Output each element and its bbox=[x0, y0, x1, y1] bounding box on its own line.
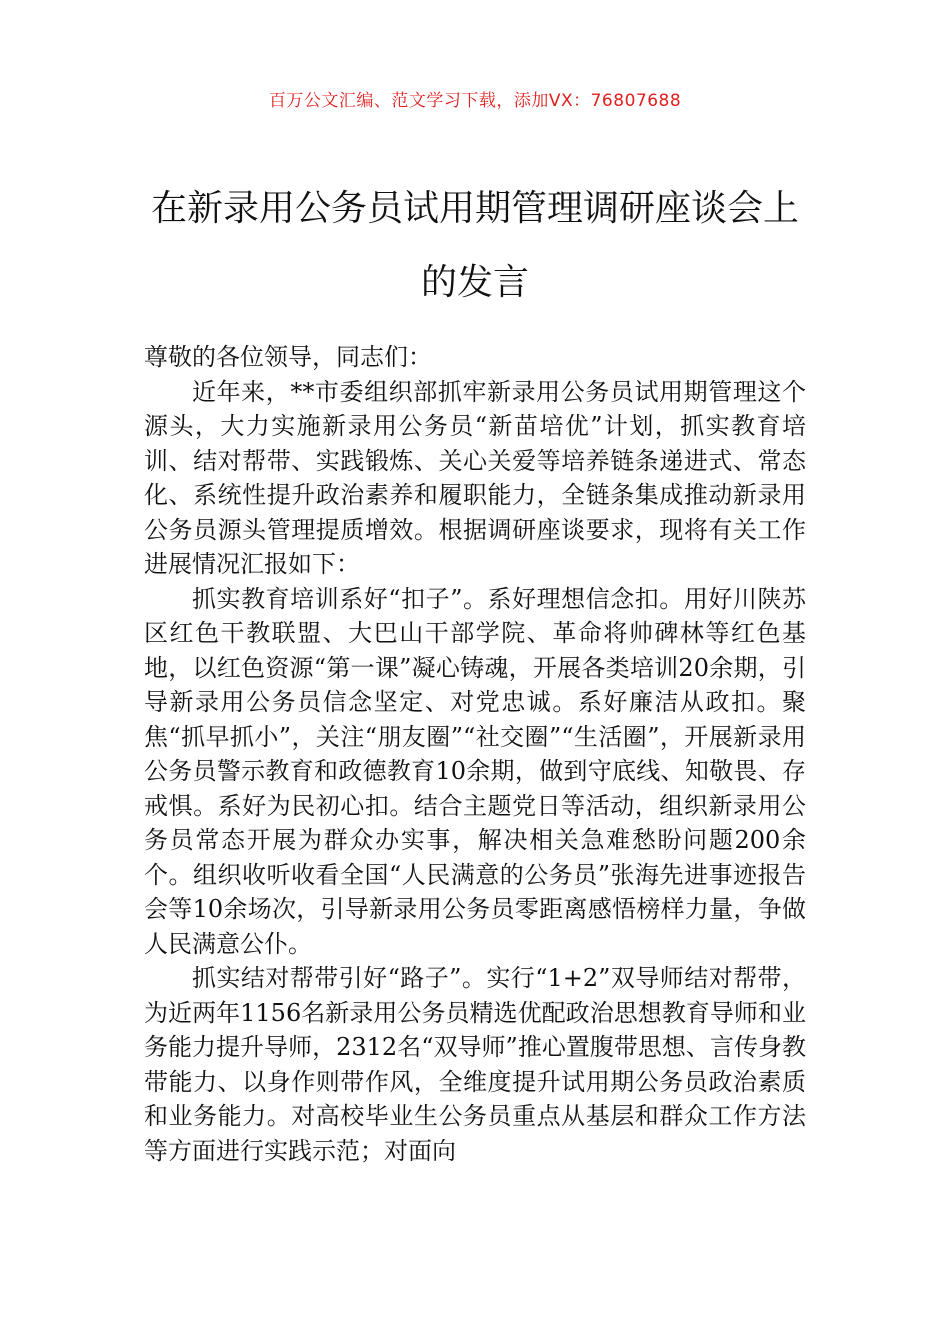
header-note: 百万公文汇编、范文学习下载，添加VX：76807688 bbox=[268, 91, 682, 111]
document-title: 在新录用公务员试用期管理调研座谈会上的发言 bbox=[150, 188, 799, 303]
document-body bbox=[144, 340, 806, 1168]
salutation: 尊敬的各位领导，同志们： bbox=[144, 343, 432, 371]
paragraph-education-training: 抓实教育培训系好“扣子”。系好理想信念扣。用好川陕苏区红色干教联盟、大巴山干部学院、革命将帅碑林等红色基地，以红色资源“第一课”凝心铸魂，开展各类培训20余期，引导新录用公务员信念坚定、对党忠诚。系好廉洁从政扣。聚焦“抓早抓小”，关注“朋友圈”“社交圈”“生活圈”，开展新录用公务员警示教育和政德教育10余期，做到守底线、知敬畏、存戒惧。系好为民初心扣。结合主题党日等活动，组织新录用公务员常态开展为群众办实事，解决相关急难愁盼问题200余个。组织收听收看全国“人民满意的公务员”张海先进事迹报告会等10余场次，引导新录用公务员零距离感悟榜样力量，争做人民满意公仆。 bbox=[144, 584, 806, 958]
paragraph-intro: 近年来，**市委组织部抓牢新录用公务员试用期管理这个源头，大力实施新录用公务员“新苗培优”计划，抓实教育培训、结对帮带、实践锻炼、关心关爱等培养链条递进式、常态化、系统性提升政治素养和履职能力，全链条集成推动新录用公务员源头管理提质增效。根据调研座谈要求，现将有关工作进展情况汇报如下： bbox=[144, 377, 806, 578]
paragraph-mentoring: 抓实结对帮带引好“路子”。实行“1+2”双导师结对帮带，为近两年1156名新录用公务员精选优配政治思想教育导师和业务能力提升导师，2312名“双导师”推心置腹带思想、言传身教带能力、以身作则带作风，全维度提升试用期公务员政治素质和业务能力。对高校毕业生公务员重点从基层和群众工作方法等方面进行实践示范；对面向 bbox=[144, 964, 806, 1165]
